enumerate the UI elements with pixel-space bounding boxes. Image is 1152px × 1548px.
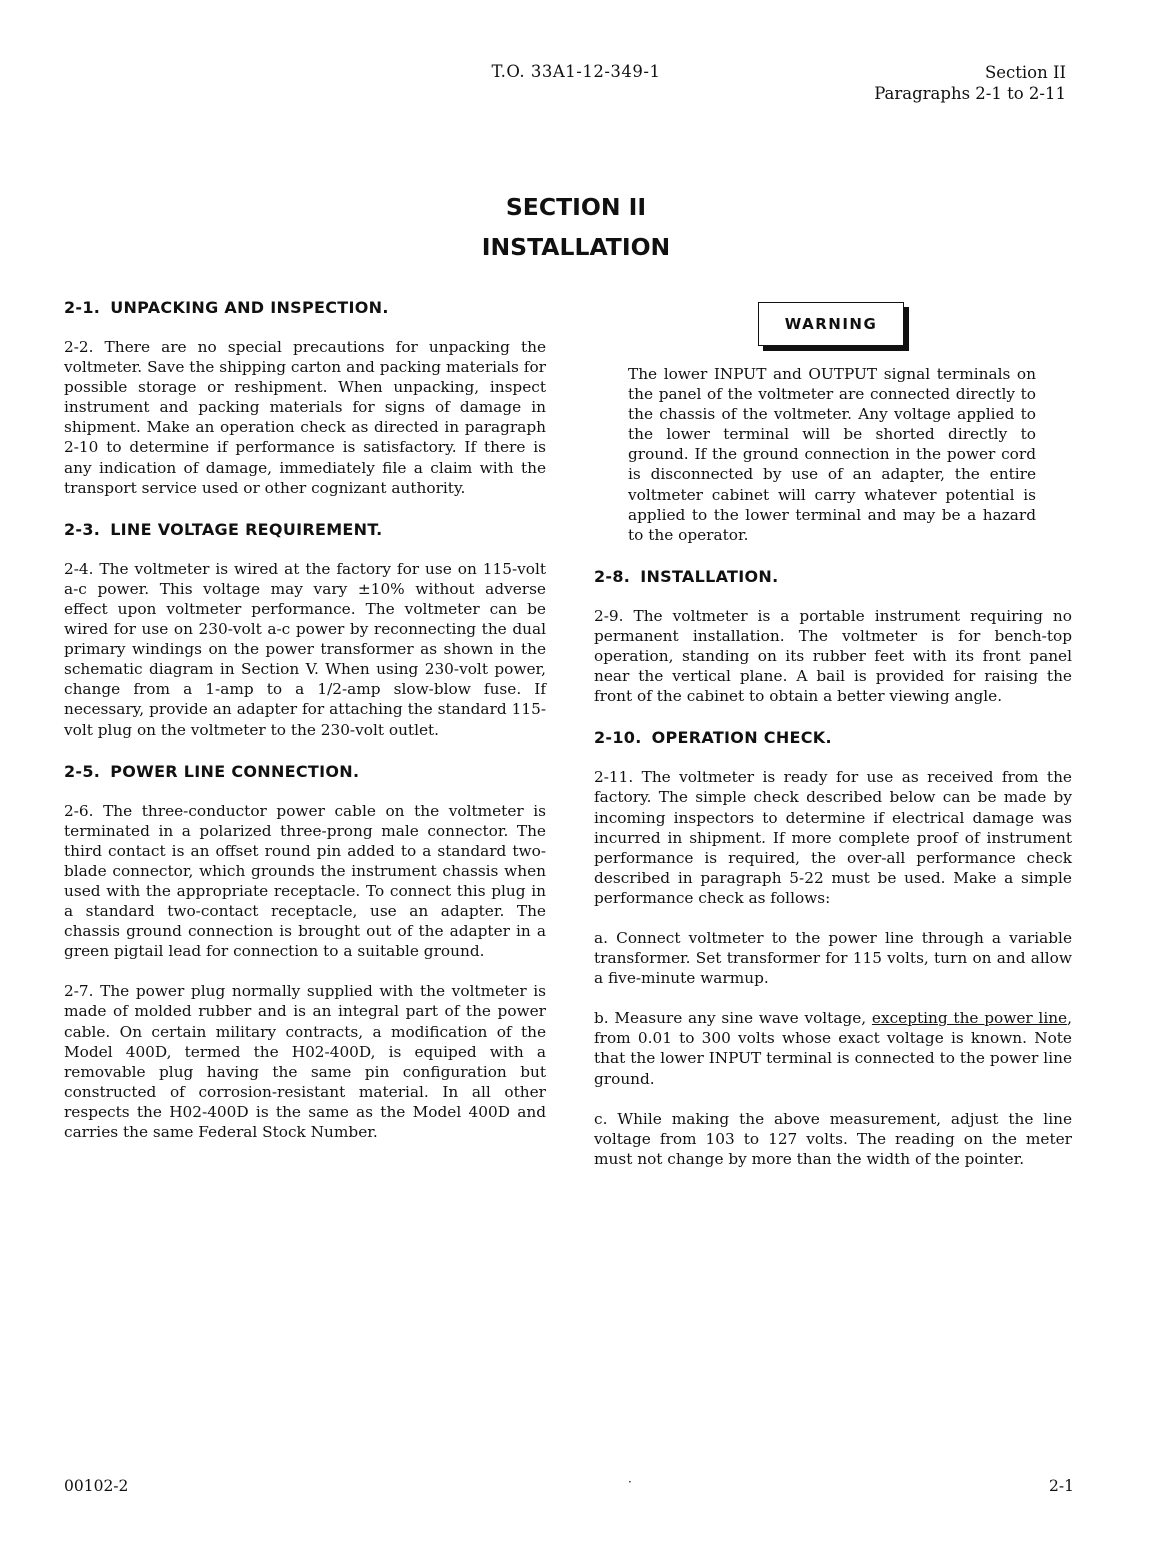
paragraph-2-7: 2-7. The power plug normally supplied with the voltmeter is made of molded rubber and is an integral part of the power cable. On certain military contracts, a modification of the Model 400D, termed the H02-400D, is equiped with a removable plug having the same pin configuration but constructed of corrosion-resistant material. In all other respects the H02-400D is the same as the Model 400D and carries the same Federal Stock Number. [64, 982, 546, 1141]
right-column [594, 298, 1072, 1169]
heading-number: 2-10. [594, 728, 642, 748]
paragraph-range: Paragraphs 2-1 to 2-11 [874, 84, 1066, 103]
heading-number: 2-1. [64, 298, 101, 317]
paragraph-2-2: 2-2. There are no special precautions for unpacking the voltmeter. Save the shipping carton and packing materials for possible storage or reshipment. When unpacking, inspect instrument and packing materials for signs of damage in shipment. Make an operation check as directed in paragraph 2-10 to determine if performance is satisfactory. If there is any indication of damage, immediately file a claim with the transport service used or other cognizant authority. [64, 338, 546, 497]
heading-number: 2-8. [594, 566, 631, 586]
section-reference [874, 62, 1066, 104]
paragraph-2-9: 2-9. The voltmeter is a portable instrument requiring no permanent installation. The voltmeter is for bench-top operation, standing on its rubber feet with its front panel near the vertical plane. A bail is provided for raising the front of the cabinet to obtain a better viewing angle. [594, 606, 1072, 706]
heading-number: 2-3. [64, 519, 101, 539]
heading-text: LINE VOLTAGE REQUIREMENT. [110, 519, 383, 539]
heading-text: POWER LINE CONNECTION. [110, 761, 360, 781]
heading-2-1 [64, 298, 546, 317]
heading-text: INSTALLATION. [640, 566, 779, 586]
doc-number: T.O. 33A1-12-349-1 [491, 62, 661, 81]
section-subtitle: INSTALLATION [481, 233, 671, 261]
step-c: c. While making the above measurement, adjust the line voltage from 103 to 127 volts. The reading on the meter must not change by more than the width of the pointer. [594, 1109, 1072, 1168]
step-b [594, 1008, 1072, 1088]
warning-text: The lower INPUT and OUTPUT signal terminals on the panel of the voltmeter are connected directly to the chassis of the voltmeter. Any voltage applied to the lower terminal will be shorted directly to ground. If the ground connection in the power cord is disconnected by use of an adapter, the entire voltmeter cabinet will carry whatever potential is applied to the lower terminal and may be a hazard to the operator. [628, 365, 1036, 544]
footer-dot: · [628, 1475, 632, 1489]
paragraph-2-11: 2-11. The voltmeter is ready for use as received from the factory. The simple check described below can be made by incoming inspectors to determine if electrical damage was incurred in shipment. If more complete proof of instrument performance is required, the over-all performance check described in paragraph 5-22 must be used. Make a simple performance check as follows: [594, 768, 1072, 907]
step-b-start: b. Measure any sine wave voltage, [594, 1009, 872, 1028]
page-number: 2-1 [1049, 1477, 1074, 1495]
footer-doc-code: 00102-2 [64, 1477, 129, 1495]
heading-2-3 [64, 520, 546, 539]
heading-2-5 [64, 762, 546, 781]
step-b-end: , from 0.01 to 300 volts whose exact voltage is known. Note that the lower INPUT terminal is connected to the power line ground. [594, 1009, 1072, 1088]
paragraph-2-4: 2-4. The voltmeter is wired at the factory for use on 115-volt a-c power. This voltage may vary ±10% without adverse effect upon voltmeter performance. The voltmeter can be wired for use on 230-volt a-c power by reconnecting the dual primary windings on the power transformer as shown in the schematic diagram in Section V. When using 230-volt power, change from a 1-amp to a 1/2-amp slow-blow fuse. If necessary, provide an adapter for attaching the standard 115-volt plug on the voltmeter to the 230-volt outlet. [64, 559, 546, 739]
section-title: SECTION II [505, 193, 647, 221]
heading-2-8 [594, 567, 1072, 586]
section-label: Section II [984, 63, 1066, 82]
heading-2-10 [594, 728, 1072, 747]
heading-text: UNPACKING AND INSPECTION. [110, 298, 389, 317]
warning-label: WARNING [758, 302, 904, 346]
warning-block [594, 298, 1072, 356]
heading-number: 2-5. [64, 761, 101, 781]
heading-text: OPERATION CHECK. [651, 728, 832, 748]
paragraph-2-6: 2-6. The three-conductor power cable on the voltmeter is terminated in a polarized three-prong male connector. The third contact is an offset round pin added to a standard two-blade connector, which grounds the instrument chassis when used with the appropriate receptacle. To connect this plug in a standard two-contact receptacle, use an adapter. The chassis ground connection is brought out of the adapter in a green pigtail lead for connection to a suitable ground. [64, 801, 546, 961]
step-a: a. Connect voltmeter to the power line through a variable transformer. Set transformer for 115 volts, turn on and allow a five-minute warmup. [594, 928, 1072, 988]
left-column [64, 298, 546, 1142]
step-b-underlined: excepting the power line [871, 1009, 1068, 1028]
